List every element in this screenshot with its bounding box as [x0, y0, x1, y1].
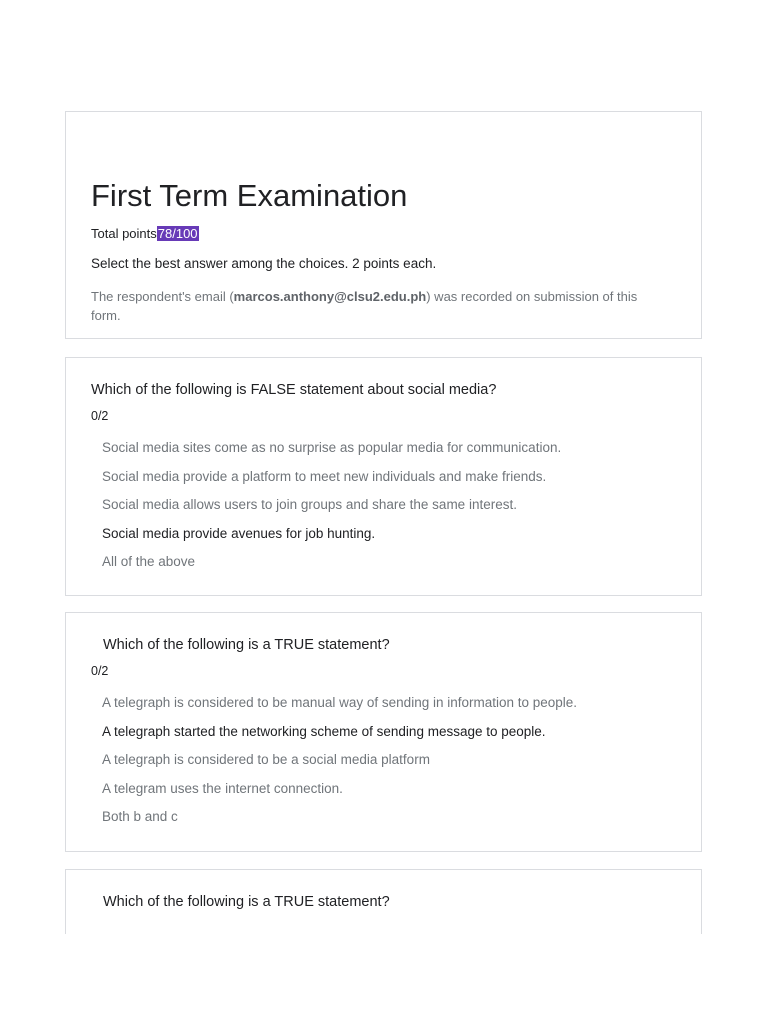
email-notice [91, 287, 666, 325]
answer-option: Social media sites come as no surprise as popular media for communication. [102, 440, 562, 455]
answer-option: A telegraph started the networking scheme of sending message to people. [102, 723, 546, 739]
answer-option: Social media provide a platform to meet new individuals and make friends. [102, 468, 547, 484]
question-text: Which of the following is a TRUE statement? [103, 894, 390, 910]
question-card [65, 869, 702, 934]
answer-option: Social media allows users to join groups and share the same interest. [102, 497, 517, 513]
question-text: Which of the following is FALSE statement about social media? [91, 382, 497, 398]
respondent-email: marcos.anthony@clsu2.edu.ph [233, 289, 427, 304]
form-description: Select the best answer among the choices. 2 points each. [91, 256, 437, 271]
question-score: 0/2 [91, 664, 109, 678]
question-card [65, 357, 702, 596]
answer-option: A telegraph is considered to be manual way of sending in information to people. [102, 695, 578, 710]
email-notice-suffix: ) was recorded on submission of this form. [91, 289, 638, 323]
question-card [65, 612, 702, 852]
form-header-card [65, 111, 702, 339]
email-notice-prefix: The respondent's email ( [91, 289, 234, 304]
total-points-value: 78/100 [157, 226, 198, 241]
answer-options [102, 694, 577, 837]
question-score: 0/2 [91, 409, 109, 423]
question-text: Which of the following is a TRUE statement? [103, 637, 390, 653]
total-points [91, 226, 199, 242]
total-points-label: Total points [91, 226, 157, 241]
answer-option: A telegraph is considered to be a social media platform [102, 752, 430, 768]
form-title: First Term Examination [91, 178, 408, 213]
answer-option: Both b and c [102, 809, 178, 825]
answer-option: Social media provide avenues for job hunting. [102, 525, 376, 541]
answer-option: All of the above [102, 554, 196, 570]
answer-option: A telegram uses the internet connection. [102, 780, 343, 796]
answer-options [102, 439, 561, 582]
